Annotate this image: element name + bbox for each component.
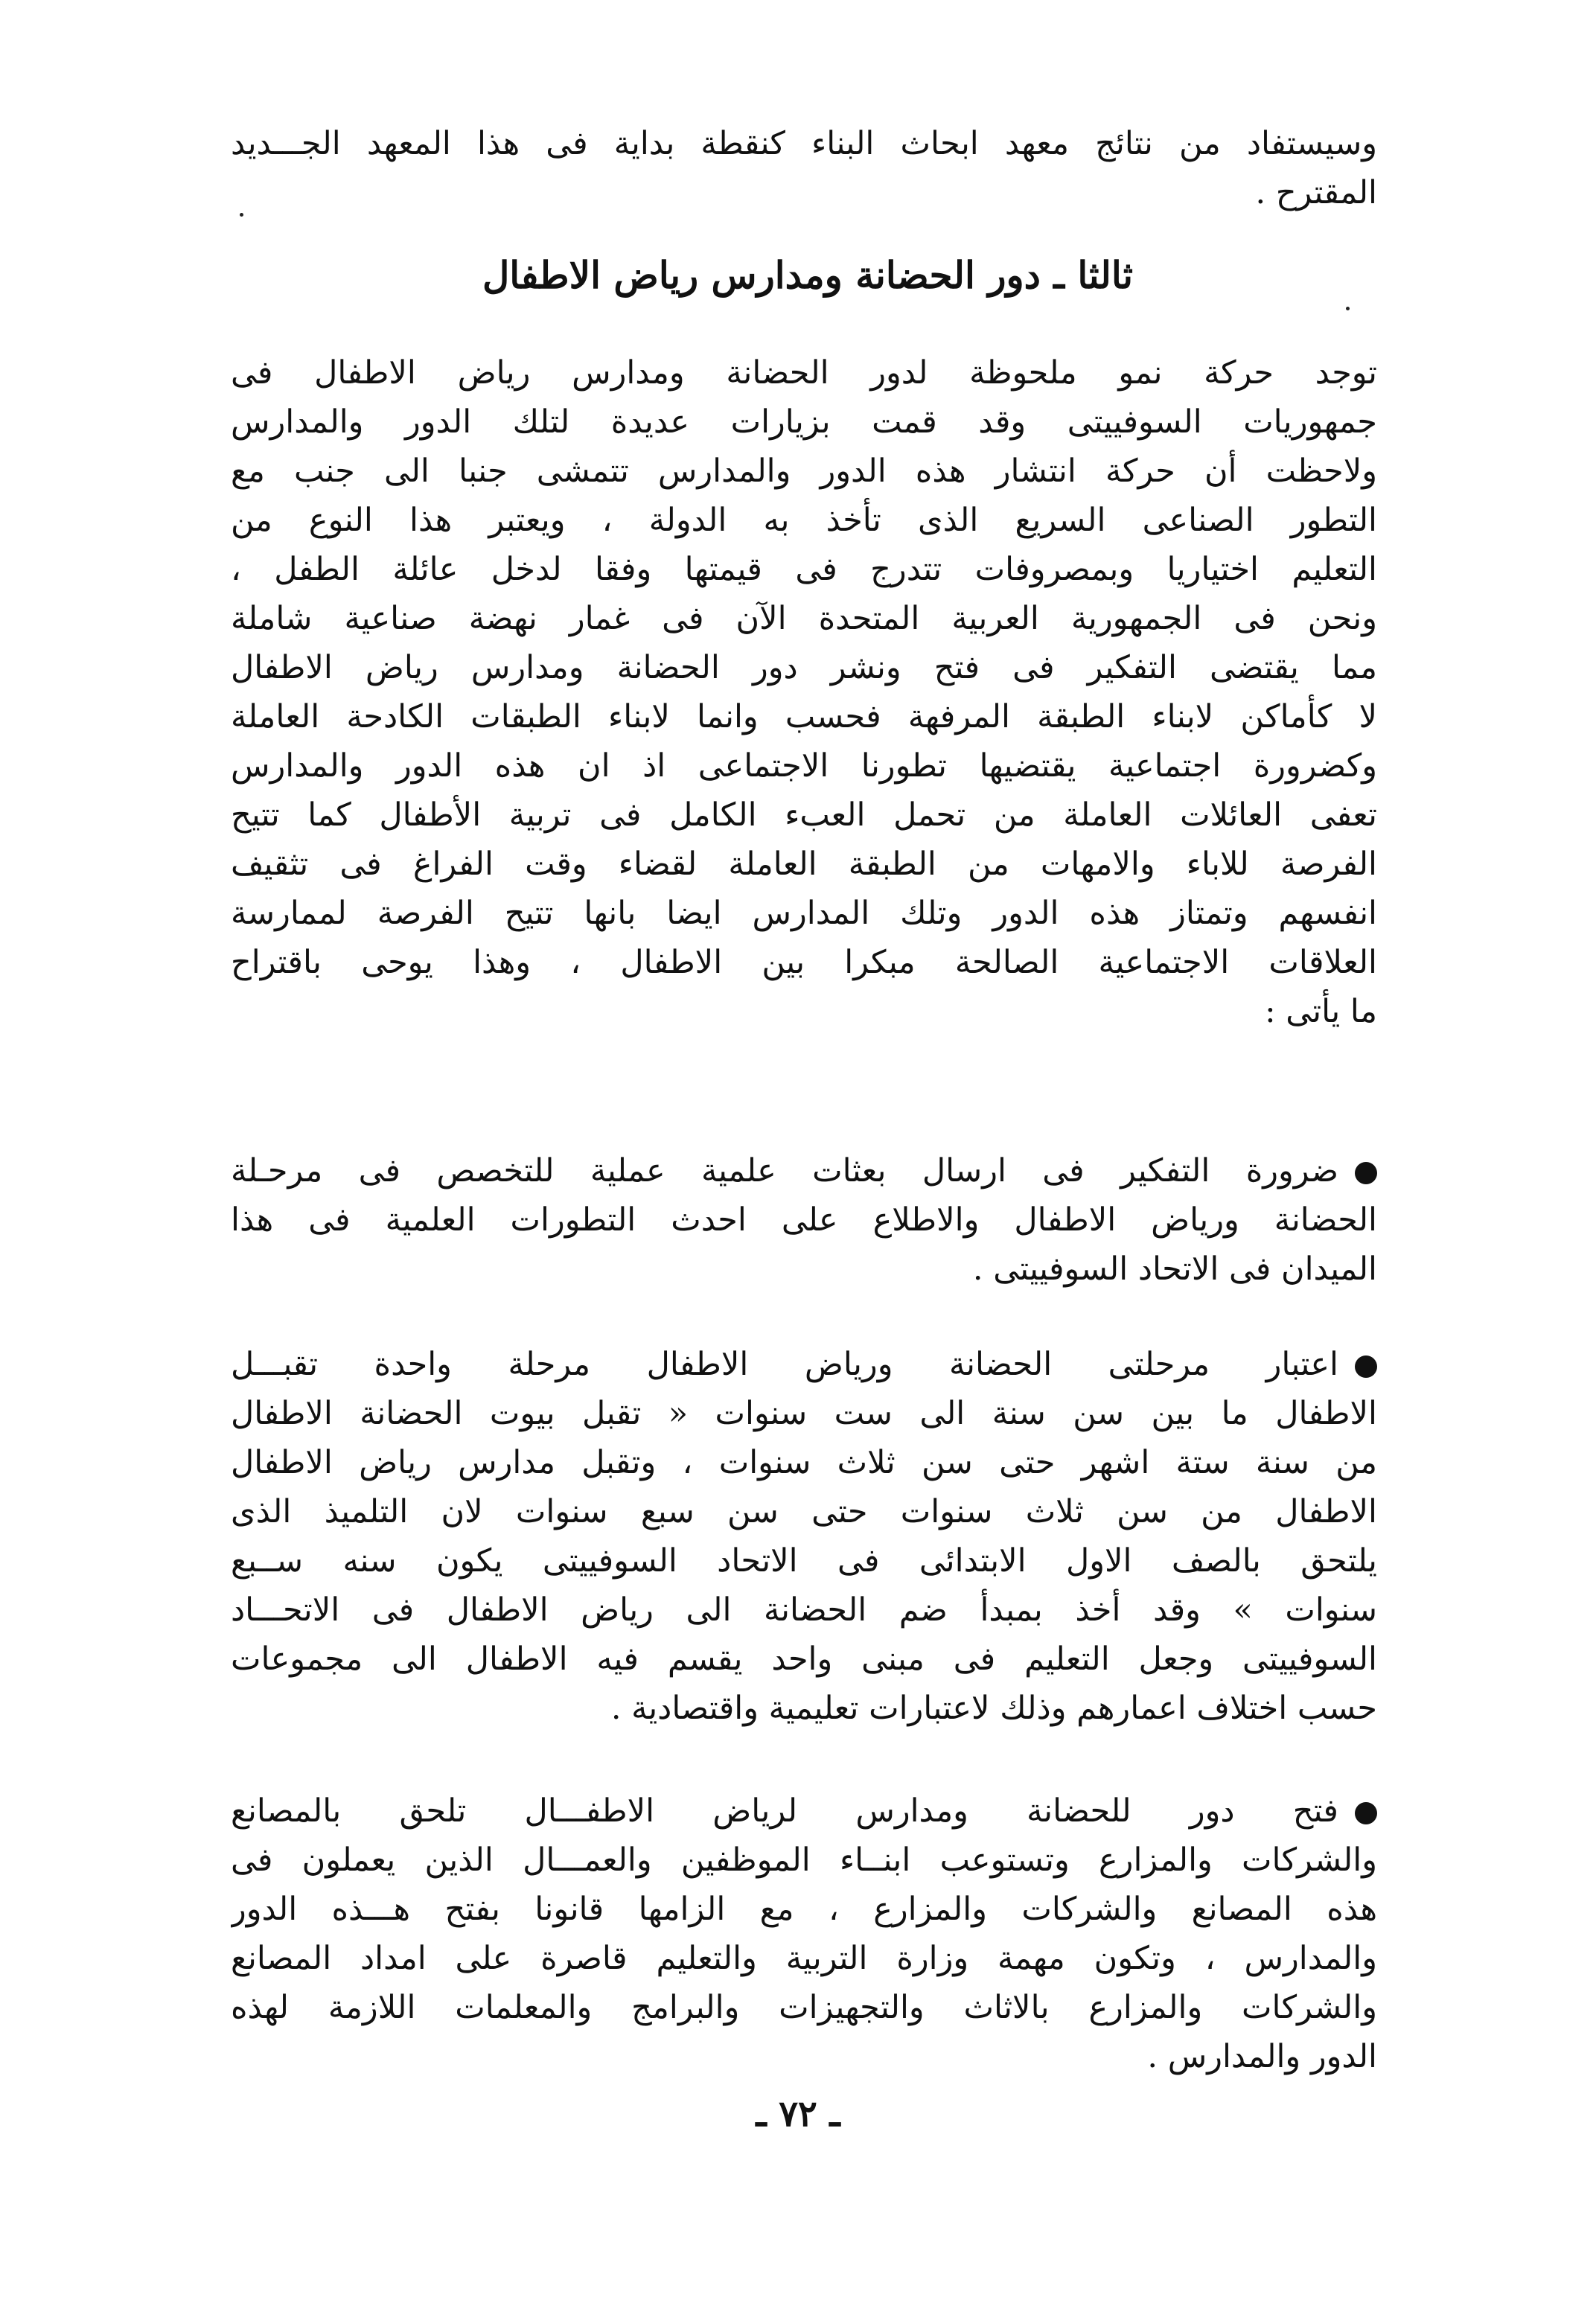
bullet-text: فتح دور للحضانة ومدارس لرياض الاطفـــال تلحق بالمصانع (231, 1792, 1338, 1830)
paragraph-line: وكضرورة اجتماعية يقتضيها تطورنا الاجتماعى اذ ان هذه الدور والمدارس (231, 747, 1377, 785)
bullet-line: سنوات » وقد أخذ بمبدأ ضم الحضانة الى رياض الاطفال فى الاتحـــاد (231, 1591, 1377, 1629)
bullet-line: السوفييتى وجعل التعليم فى مبنى واحد يقسم فيه الاطفال الى مجموعات (231, 1641, 1377, 1678)
paragraph-line: ونحن فى الجمهورية العربية المتحدة الآن فى غمار نهضة صناعية شاملة (231, 600, 1377, 637)
paragraph-line: ما يأتى : (1265, 993, 1377, 1030)
intro-line: وسيستفاد من نتائج معهد ابحاث البناء كنقطة بداية فى هذا المعهد الجـــديد (231, 125, 1377, 162)
scan-speck (1346, 307, 1350, 310)
bullet-icon (1355, 1162, 1377, 1184)
paragraph-line: تعفى العائلات العاملة من تحمل العبء الكامل فى تربية الأطفال كما تتيح (231, 796, 1377, 834)
bullet-line: يلتحق بالصف الاول الابتدائى فى الاتحاد السوفييتى يكون سنه ســبع (231, 1542, 1377, 1580)
bullet-line-first (231, 1786, 1377, 1836)
scan-speck (240, 213, 243, 217)
bullet-line-first (231, 1146, 1377, 1195)
bullet-line-first (231, 1340, 1377, 1389)
bullet-line: الدور والمدارس . (1147, 2038, 1377, 2075)
bullet-line: حسب اختلاف اعمارهم وذلك لاعتبارات تعليمية واقتصادية . (610, 1690, 1377, 1727)
bullet-text: اعتبار مرحلتى الحضانة ورياض الاطفال مرحلة واحدة تقبـــل (231, 1346, 1338, 1383)
paragraph-line: الفرصة للاباء والامهات من الطبقة العاملة لقضاء وقت الفراغ فى تثقيف (231, 846, 1377, 883)
paragraph-line: توجد حركة نمو ملحوظة لدور الحضانة ومدارس رياض الاطفال فى (231, 354, 1377, 392)
bullet-item (231, 1340, 1377, 1733)
paragraph-line: جمهوريات السوفييتى وقد قمت بزيارات عديدة لتلك الدور والمدارس (231, 403, 1377, 441)
page-number: ـ ٧٢ ـ (756, 2093, 840, 2135)
bullet-line: والمدارس ، وتكون مهمة وزارة التربية والتعليم قاصرة على امداد المصانع (231, 1940, 1377, 1977)
bullet-item (231, 1146, 1377, 1294)
paragraph-line: التعليم اختياريا وبمصروفات تتدرج فى قيمتها وفقا لدخل عائلة الطفل ، (231, 551, 1377, 588)
paragraph-line: التطور الصناعى السريع الذى تأخذ به الدولة ، ويعتبر هذا النوع من (231, 502, 1377, 539)
bullet-line: الميدان فى الاتحاد السوفييتى . (972, 1251, 1377, 1288)
intro-line: المقترح . (1255, 174, 1377, 211)
paragraph-line: العلاقات الاجتماعية الصالحة مبكرا بين الاطفال ، وهذا يوحى باقتراح (231, 944, 1377, 981)
bullet-icon (1355, 1355, 1377, 1378)
bullet-line: الاطفال ما بين سن سنة الى ست سنوات « تقبل بيوت الحضانة الاطفال (231, 1395, 1377, 1432)
paragraph-line: انفسهم وتمتاز هذه الدور وتلك المدارس ايضا بانها تتيح الفرصة لممارسة (231, 895, 1377, 932)
bullet-item (231, 1786, 1377, 2081)
paragraph-line: مما يقتضى التفكير فى فتح ونشر دور الحضانة ومدارس رياض الاطفال (231, 649, 1377, 686)
bullet-line: والشركات والمزارع وتستوعب ابنــاء الموظفين والعمـــال الذين يعملون فى (231, 1842, 1377, 1879)
bullet-line: الاطفال من سن ثلاث سنوات حتى سن سبع سنوات لان التلميذ الذى (231, 1493, 1377, 1530)
section-heading: ثالثا ـ دور الحضانة ومدارس رياض الاطفال (482, 253, 1134, 297)
bullet-icon (1355, 1802, 1377, 1824)
bullet-line: هذه المصانع والشركات والمزارع ، مع الزامها قانونا بفتح هـــذه الدور (231, 1891, 1377, 1928)
bullet-line: الحضانة ورياض الاطفال والاطلاع على احدث التطورات العلمية فى هذا (231, 1201, 1377, 1239)
bullet-line: والشركات والمزارع بالاثاث والتجهيزات والبرامج والمعلمات اللازمة لهذه (231, 1989, 1377, 2026)
paragraph-line: لا كأماكن لابناء الطبقة المرفهة فحسب وانما لابناء الطبقات الكادحة العاملة (231, 698, 1377, 735)
paragraph-line: ولاحظت أن حركة انتشار هذه الدور والمدارس تتمشى جنبا الى جنب مع (231, 453, 1377, 490)
bullet-text: ضرورة التفكير فى ارسال بعثات علمية عملية للتخصص فى مرحـلة (231, 1152, 1338, 1189)
bullet-line: من سنة ستة اشهر حتى سن ثلاث سنوات ، وتقبل مدارس رياض الاطفال (231, 1444, 1377, 1481)
main-paragraph (231, 348, 1377, 1036)
intro-paragraph (231, 119, 1377, 217)
